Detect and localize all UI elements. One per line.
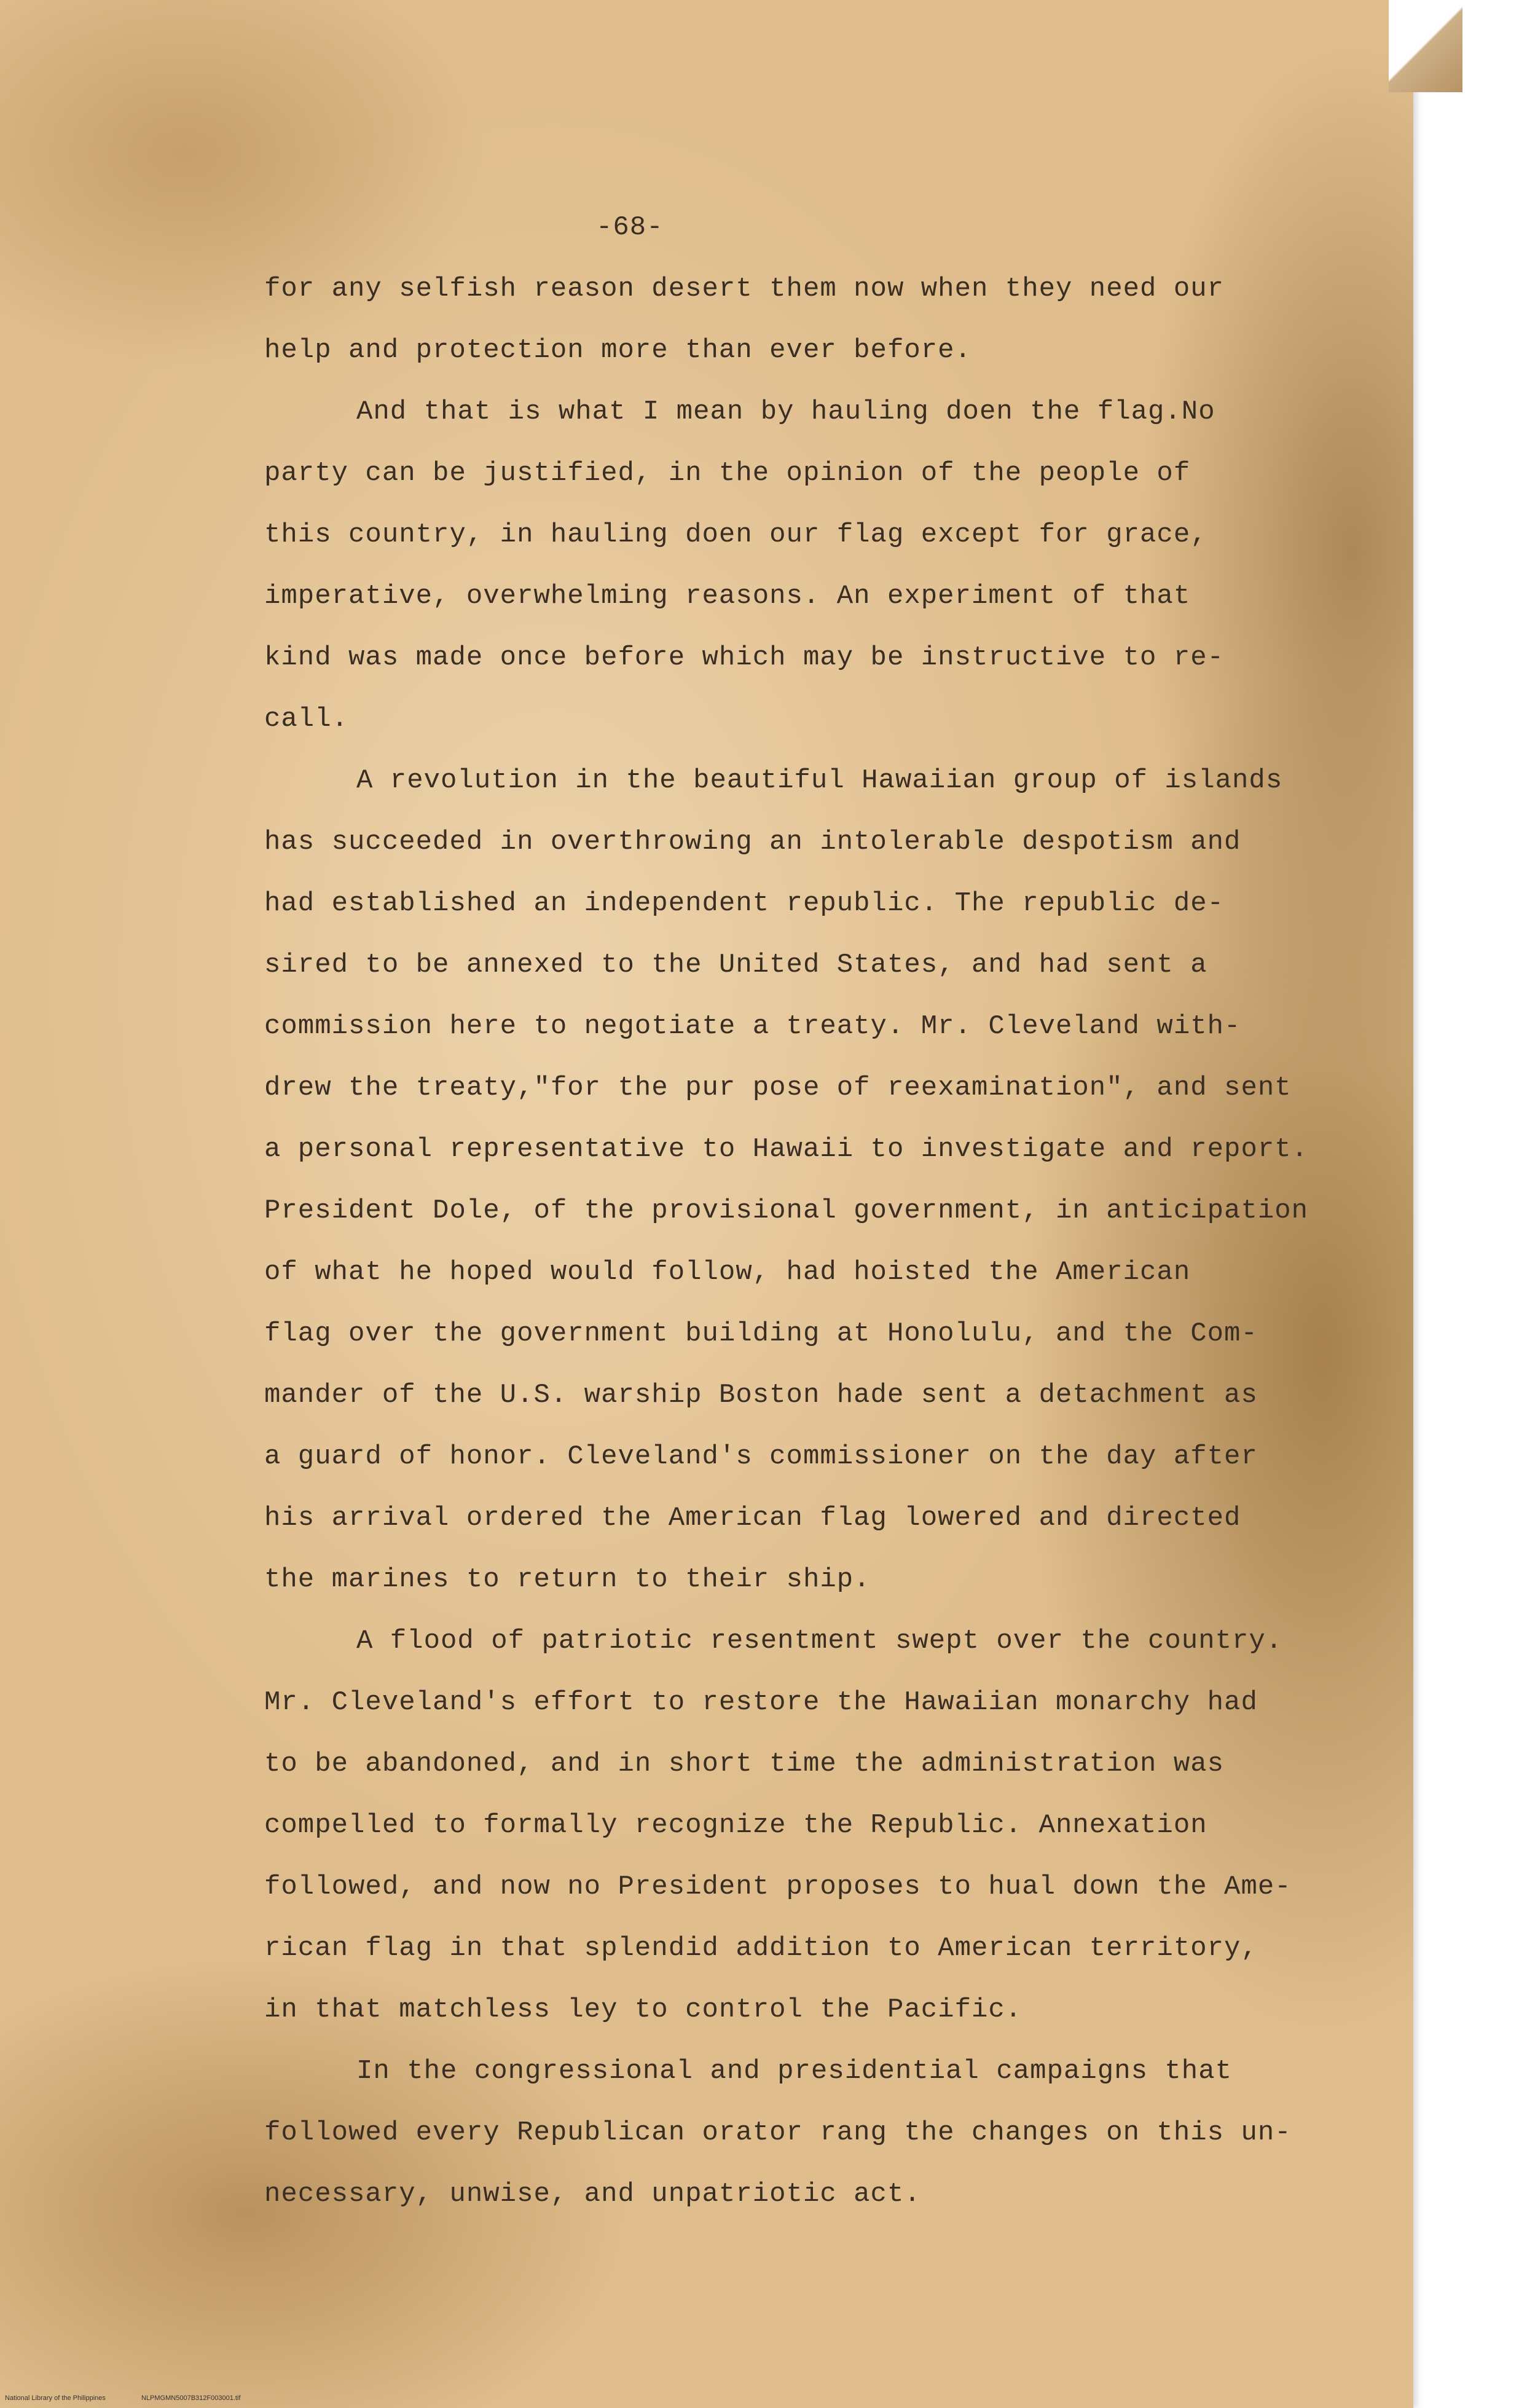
text-line: In the congressional and presidential campaigns that <box>356 2056 1233 2087</box>
text-line: Mr. Cleveland's effort to restore the Hawaiian monarchy had <box>264 1687 1258 1718</box>
archive-file-id: NLPMGMN5007B312F003001.tif <box>141 2394 241 2402</box>
text-line: necessary, unwise, and unpatriotic act. <box>264 2179 921 2209</box>
text-line: drew the treaty,"for the pur pose of reexamination", and sent <box>264 1072 1292 1103</box>
text-line: sired to be annexed to the United States, and had sent a <box>264 950 1207 980</box>
text-line: a guard of honor. Cleveland's commissioner on the day after <box>264 1441 1258 1472</box>
text-line: President Dole, of the provisional government, in anticipation <box>264 1195 1309 1226</box>
text-line: the marines to return to their ship. <box>264 1564 871 1595</box>
archive-caption: National Library of the Philippines <box>5 2394 106 2402</box>
text-line: has succeeded in overthrowing an intolerable despotism and <box>264 827 1241 857</box>
typed-text-block <box>264 197 1389 2225</box>
text-line: this country, in hauling doen our flag except for grace, <box>264 519 1207 550</box>
text-line: followed, and now no President proposes to hual down the Ame- <box>264 1871 1292 1902</box>
text-line: a personal representative to Hawaii to investigate and report. <box>264 1134 1309 1165</box>
text-line: help and protection more than ever before. <box>264 335 971 366</box>
text-line: of what he hoped would follow, had hoisted the American <box>264 1257 1191 1288</box>
text-line: rican flag in that splendid addition to American territory, <box>264 1933 1258 1964</box>
text-line: his arrival ordered the American flag lowered and directed <box>264 1503 1241 1533</box>
page-number: -68- <box>596 212 664 243</box>
text-line: flag over the government building at Honolulu, and the Com- <box>264 1318 1258 1349</box>
text-line: for any selfish reason desert them now when they need our <box>264 273 1225 304</box>
text-line: And that is what I mean by hauling doen the flag.No <box>356 396 1215 427</box>
text-line: in that matchless ley to control the Pacific. <box>264 1994 1022 2025</box>
text-line: kind was made once before which may be instructive to re- <box>264 642 1225 673</box>
text-line: call. <box>264 704 349 734</box>
text-line: mander of the U.S. warship Boston hade sent a detachment as <box>264 1380 1258 1411</box>
text-line: commission here to negotiate a treaty. Mr. Cleveland with- <box>264 1011 1241 1042</box>
text-line: to be abandoned, and in short time the administration was <box>264 1749 1225 1779</box>
text-line: compelled to formally recognize the Republic. Annexation <box>264 1810 1207 1841</box>
folded-corner <box>1389 0 1462 92</box>
text-line: A flood of patriotic resentment swept over the country. <box>356 1626 1283 1656</box>
text-line: followed every Republican orator rang the changes on this un- <box>264 2117 1292 2148</box>
text-line: party can be justified, in the opinion of the people of <box>264 458 1191 489</box>
text-line: imperative, overwhelming reasons. An experiment of that <box>264 581 1191 612</box>
text-line: had established an independent republic. The republic de- <box>264 888 1225 919</box>
text-line: A revolution in the beautiful Hawaiian group of islands <box>356 765 1283 796</box>
